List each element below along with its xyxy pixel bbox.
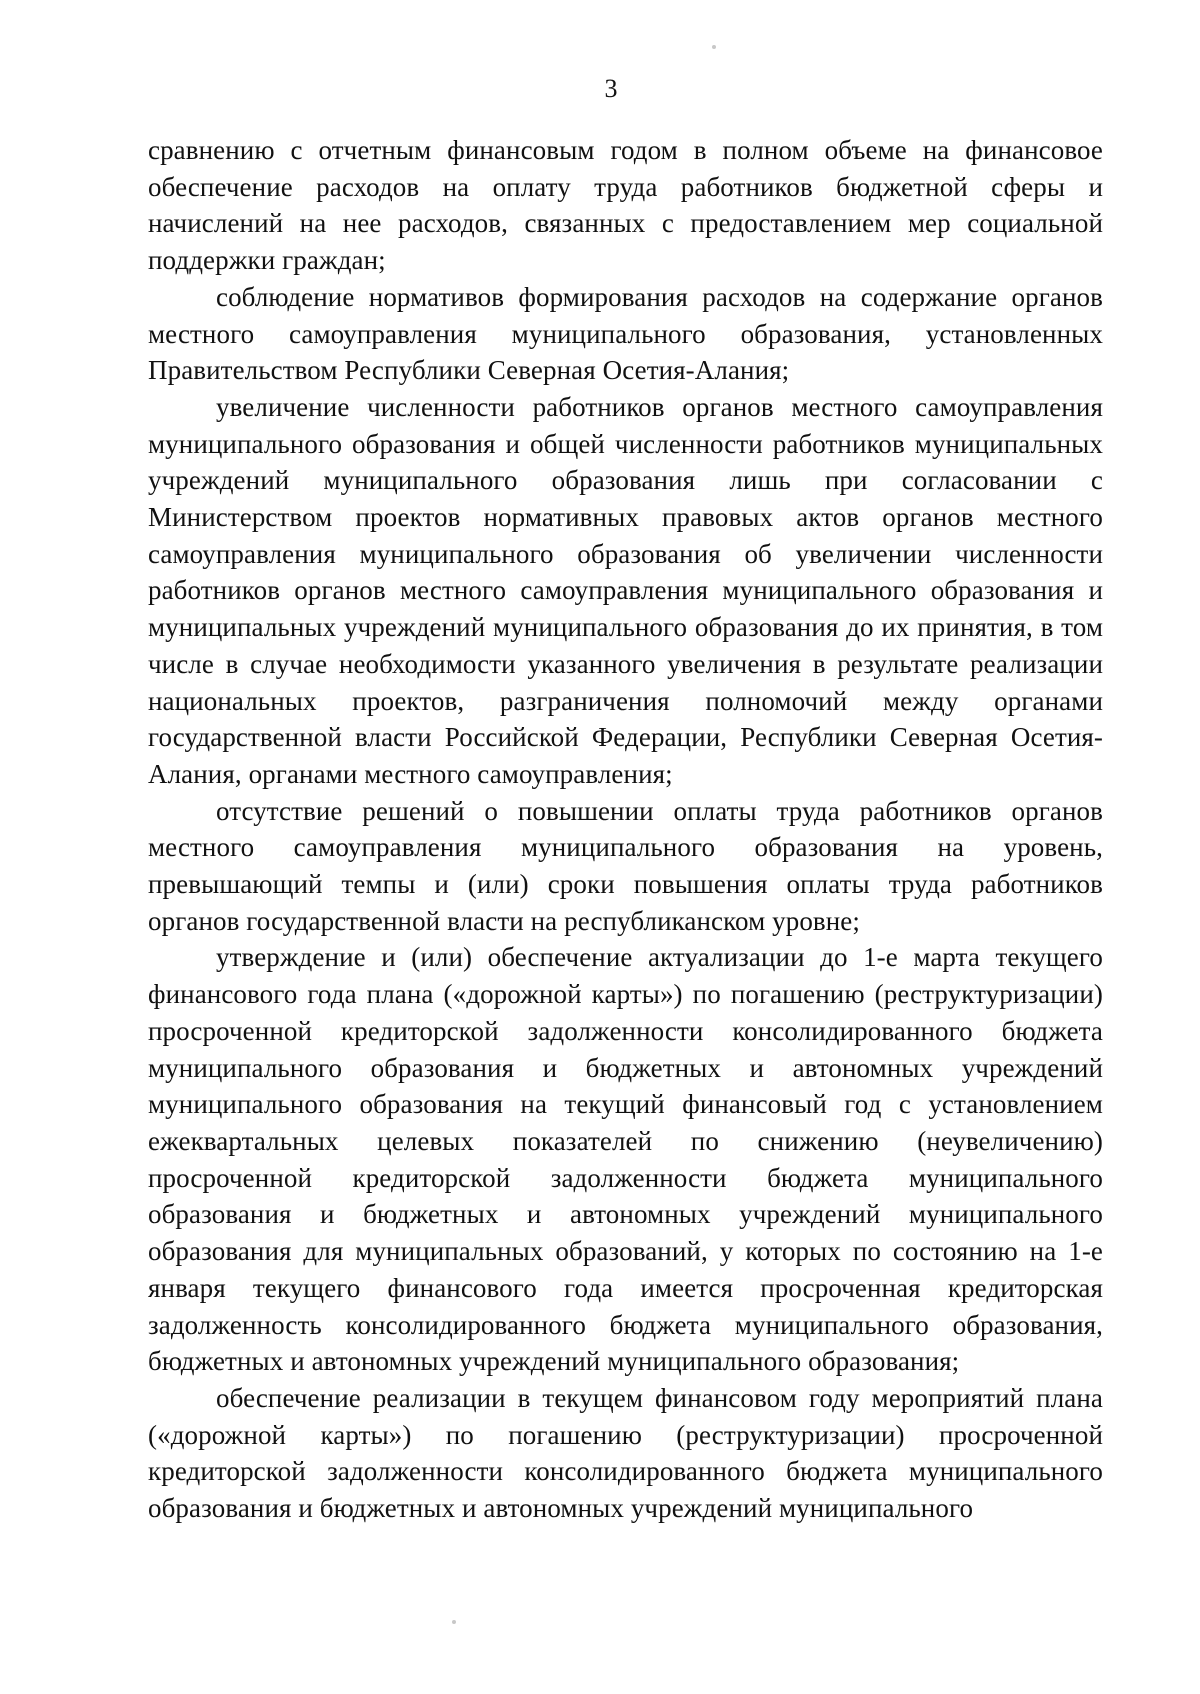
paragraph-staff-increase: увеличение численности работников органов местного самоуправления муниципального образования и общей численности работников муниципальных учреждений муниципального образования лишь при согласовании с Министерством проектов нормативных правовых актов органов местного самоуправления муниципального образования об увеличении численности работников органов местного самоуправления муниципального образования и муниципальных учреждений муниципального образования до их принятия, в том числе в случае необходимости указанного увеличения в результате реализации национальных проектов, разграничения полномочий между органами государственной власти Российской Федерации, Республики Северная Осетия-Алания, органами местного самоуправления; <box>148 391 1103 789</box>
scan-dot-bottom <box>452 1620 456 1624</box>
paragraph-continuation: сравнению с отчетным финансовым годом в полном объеме на финансовое обеспечение расходов на оплату труда работников бюджетной сферы и начислений на нее расходов, связанных с предоставлением мер социальной поддержки граждан; <box>148 135 1103 276</box>
scan-dot-top <box>712 45 716 49</box>
page-number: 3 <box>604 74 618 103</box>
paragraph-roadmap-approval: утверждение и (или) обеспечение актуализации до 1-е марта текущего финансового года плана («дорожной карты») по погашению (реструктуризации) просроченной кредиторской задолженности консолидированного бюджета муниципального образования и бюджетных и автономных учреждений муниципального образования на текущий финансовый год с установлением ежеквартальных целевых показателей по снижению (неувеличению) просроченной кредиторской задолженности бюджета муниципального образования и бюджетных и автономных учреждений муниципального образования для муниципальных образований, у которых по состоянию на 1-е января текущего финансового года имеется просроченная кредиторская задолженность консолидированного бюджета муниципального образования, бюджетных и автономных учреждений муниципального образования; <box>148 942 1103 1377</box>
paragraph-norms-compliance: соблюдение нормативов формирования расходов на содержание органов местного самоуправления муниципального образования, установленных Правительством Республики Северная Осетия-Алания; <box>148 281 1103 386</box>
document-body <box>148 132 1103 1527</box>
paragraph-salary-decisions: отсутствие решений о повышении оплаты труда работников органов местного самоуправления муниципального образования на уровень, превышающий темпы и (или) сроки повышения оплаты труда работников органов государственной власти на республиканском уровне; <box>148 795 1103 936</box>
paragraph-roadmap-implementation: обеспечение реализации в текущем финансовом году мероприятий плана («дорожной карты») по погашению (реструктуризации) просроченной кредиторской задолженности консолидированного бюджета муниципального образования и бюджетных и автономных учреждений муниципального <box>148 1382 1103 1524</box>
